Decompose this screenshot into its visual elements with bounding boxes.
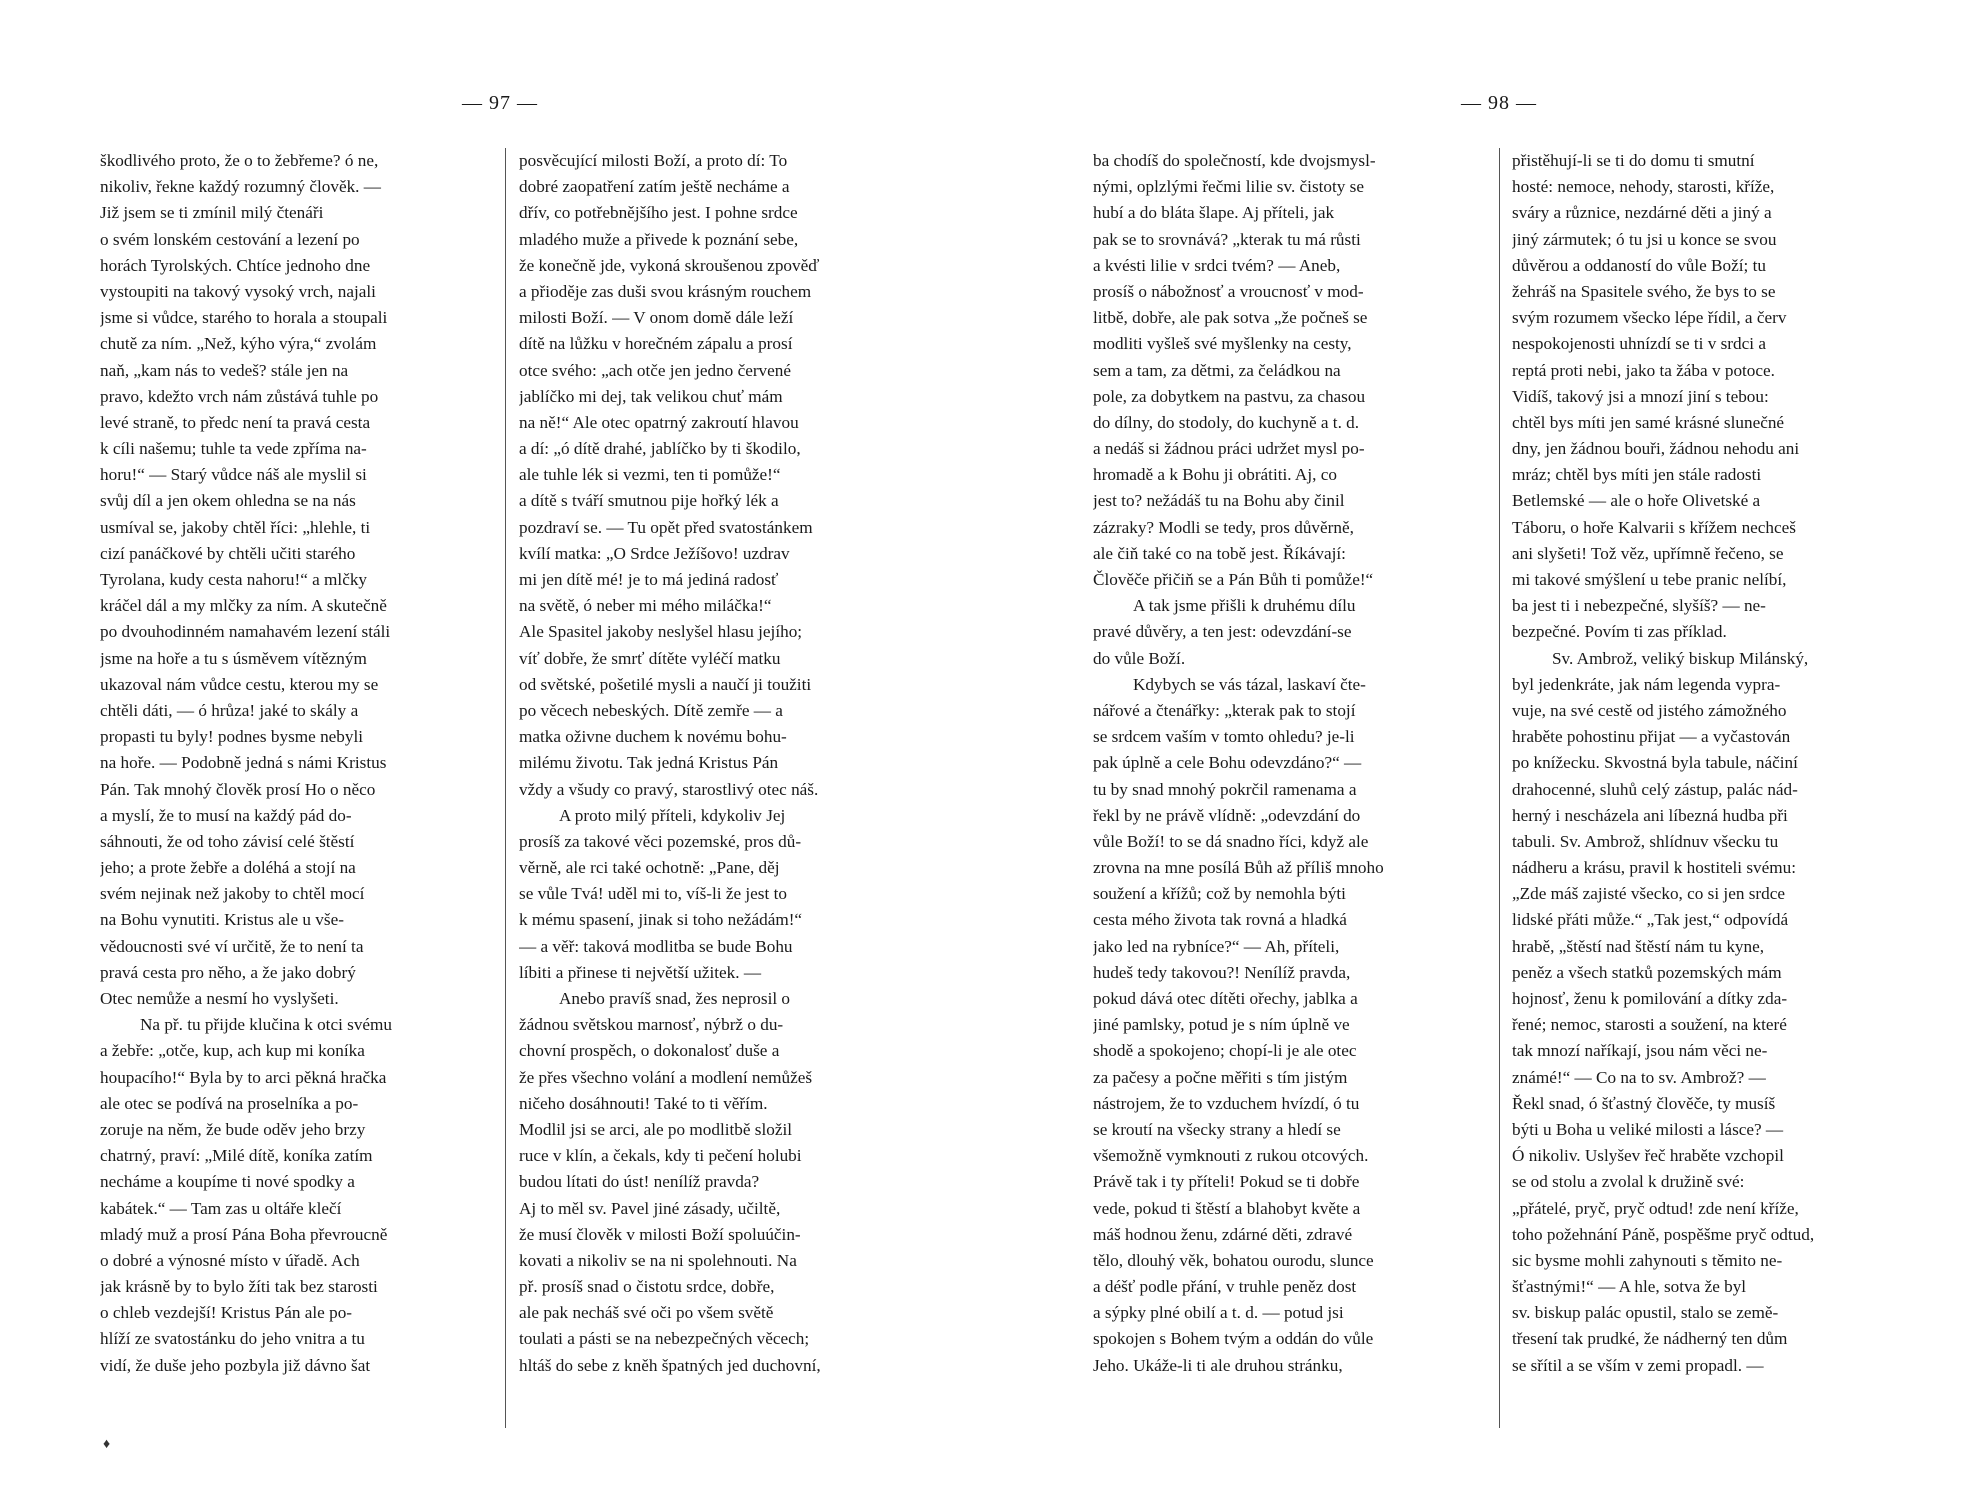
text-line: hlíží ze svatostánku do jeho vnitra a tu bbox=[100, 1329, 365, 1349]
text-line: Kdybych se vás tázal, laskaví čte- bbox=[1133, 674, 1366, 694]
text-line: drahocenné, sluhů celý zástup, palác nád- bbox=[1512, 779, 1798, 799]
text-line: „Zde máš zajisté všecko, co si jen srdce bbox=[1512, 884, 1785, 904]
text-line: zrovna na mne posílá Bůh až příliš mnoho bbox=[1093, 858, 1384, 878]
text-line: jeho; a prote žebře a doléhá a stojí na bbox=[100, 858, 356, 878]
text-line: na hoře. — Podobně jedná s námi Kristus bbox=[100, 753, 387, 773]
text-line: ale pak necháš své oči po všem světě bbox=[519, 1303, 774, 1323]
text-line: a dí: „ó dítě drahé, jablíčko by ti škodilo, bbox=[519, 439, 801, 459]
text-line: hosté: nemoce, nehody, starosti, kříže, bbox=[1512, 177, 1775, 197]
text-line: ruce v klín, a čekals, kdy ti pečení holubi bbox=[519, 1146, 802, 1166]
text-line: na Bohu vynutiti. Kristus ale u vše- bbox=[100, 910, 344, 930]
page-number-left: — 97 — bbox=[462, 92, 538, 114]
text-line: a sýpky plné obilí a t. d. — potud jsi bbox=[1093, 1303, 1344, 1323]
text-line: do vůle Boží. bbox=[1093, 648, 1186, 668]
text-line: ale tuhle lék si vezmi, ten ti pomůže!“ bbox=[519, 465, 781, 485]
text-line: levé straně, to předc není ta pravá cesta bbox=[100, 412, 371, 432]
text-line: propasti tu byly! podnes bysme nebyli bbox=[100, 727, 364, 747]
text-line: hubí a do bláta šlape. Aj příteli, jak bbox=[1093, 203, 1335, 223]
text-line: nářové a čtenářky: „kterak pak to stojí bbox=[1093, 700, 1356, 720]
text-line: šťastnými!“ — A hle, sotva že byl bbox=[1512, 1277, 1747, 1297]
text-line: cizí panáčkové by chtěli učiti starého bbox=[100, 543, 356, 563]
text-line: Vidíš, takový jsi a mnozí jiní s tebou: bbox=[1512, 386, 1769, 406]
text-line: věrně, ale rci také ochotně: „Pane, děj bbox=[519, 858, 780, 878]
text-line: jiný zármutek; ó tu jsi u konce se svou bbox=[1512, 229, 1777, 249]
text-line: milosti Boží. — V onom domě dále leží bbox=[519, 308, 794, 328]
text-line: Aj to měl sv. Pavel jiné zásady, učiltě, bbox=[519, 1198, 781, 1218]
text-line: jsme na hoře a tu s úsměvem vítězným bbox=[100, 648, 367, 668]
text-line: a dítě s tváří smutnou pije hořký lék a bbox=[519, 491, 779, 511]
text-line: byl jedenkráte, jak nám legenda vypra- bbox=[1512, 674, 1781, 694]
text-line: se sřítil a se vším v zemi propadl. — bbox=[1512, 1355, 1764, 1375]
text-line: na ně!“ Ale otec opatrný zakroutí hlavou bbox=[519, 412, 799, 432]
text-line: toho požehnání Páně, pospěšme pryč odtud, bbox=[1512, 1224, 1815, 1244]
text-line: tabuli. Sv. Ambrož, shlídnuv všecku tu bbox=[1512, 831, 1779, 851]
text-line: svůj díl a jen okem ohledna se na nás bbox=[100, 491, 356, 511]
text-line: sic bysme mohli zahynouti s těmito ne- bbox=[1512, 1250, 1783, 1270]
text-line: Tyrolana, kudy cesta nahoru!“ a mlčky bbox=[100, 570, 368, 589]
text-line: líbiti a přinese ti největší užitek. — bbox=[519, 962, 762, 982]
text-line: se vůle Tvá! uděl mi to, víš-li že jest to bbox=[519, 884, 787, 904]
text-line: k cíli našemu; tuhle ta vede zpříma na- bbox=[100, 439, 367, 459]
text-line: modliti vyšleš své myšlenky na cesty, bbox=[1093, 334, 1352, 354]
text-line: matka oživne duchem k novému bohu- bbox=[519, 727, 787, 747]
text-line: všemožně vymknouti z rukou otcových. bbox=[1093, 1146, 1369, 1166]
text-line: př. prosíš snad o čistotu srdce, dobře, bbox=[519, 1277, 775, 1297]
text-line: ani slyšeti! Tož věz, upřímně řečeno, se bbox=[1512, 543, 1784, 563]
text-line: kvílí matka: „O Srdce Ježíšovo! uzdrav bbox=[519, 543, 790, 563]
text-line: a kvésti lilie v srdci tvém? — Aneb, bbox=[1093, 255, 1341, 275]
text-line: od světské, pošetilé mysli a naučí ji toužiti bbox=[519, 674, 812, 694]
text-line: kovati a nikoliv se na ni spolehnouti. Na bbox=[519, 1250, 797, 1270]
text-line: na světě, ó neber mi mého miláčka!“ bbox=[519, 596, 772, 616]
text-line: jak krásně by to bylo žíti tak bez starosti bbox=[100, 1277, 378, 1297]
text-line: Právě tak i ty příteli! Pokud se ti dobře bbox=[1093, 1172, 1360, 1192]
text-line: Ale Spasitel jakoby neslyšel hlasu jejího; bbox=[519, 622, 803, 642]
text-line: pravo, kdežto vrch nám zůstává tuhle po bbox=[100, 386, 379, 406]
text-line: řené; nemoc, starosti a soužení, na které bbox=[1512, 1015, 1787, 1035]
text-line: ale otec se podívá na proselníka a po- bbox=[100, 1093, 359, 1113]
left-page-column-2 bbox=[519, 148, 911, 1379]
text-line: pokud dává otec dítěti ořechy, jablka a bbox=[1093, 989, 1358, 1008]
text-line: jsme si vůdce, starého to horala a stoupali bbox=[100, 308, 388, 328]
text-line: prosíš za takové věci pozemské, pros dů- bbox=[519, 831, 802, 851]
text-line: se srdcem vaším v tomto ohledu? je-li bbox=[1093, 727, 1355, 747]
text-line: zoruje na něm, že bude oděv jeho brzy bbox=[100, 1119, 366, 1139]
text-line: usmíval se, jakoby chtěl říci: „hlehle, ti bbox=[100, 517, 371, 537]
text-line: hromadě a k Bohu ji obrátiti. Aj, co bbox=[1093, 465, 1337, 485]
text-line: do dílny, do stodoly, do kuchyně a t. d. bbox=[1093, 412, 1360, 432]
text-line: vystoupiti na takový vysoký vrch, najali bbox=[100, 281, 376, 301]
text-line: „přátelé, pryč, pryč odtud! zde není kříže, bbox=[1512, 1198, 1799, 1218]
text-line: že přes všechno volání a modlení nemůžeš bbox=[519, 1067, 813, 1087]
text-line: nikoliv, řekne každý rozumný člověk. — bbox=[100, 177, 381, 197]
text-line: k mému spasení, jinak si toho nežádám!“ bbox=[519, 910, 803, 930]
text-line: nými, oplzlými řečmi lilie sv. čistoty se bbox=[1093, 177, 1364, 197]
text-line: hrabě, „štěstí nad štěstí nám tu kyne, bbox=[1512, 936, 1765, 956]
text-line: bezpečné. Povím ti zas příklad. bbox=[1512, 622, 1727, 642]
text-line: přistěhují-li se ti do domu ti smutní bbox=[1512, 151, 1755, 170]
text-line: sáhnouti, že od toho závisí celé štěstí bbox=[100, 831, 355, 851]
text-line: litbě, dobře, ale pak sotva „že počneš se bbox=[1093, 308, 1368, 328]
text-line: cesta mého života tak rovná a hladká bbox=[1093, 910, 1347, 930]
text-line: vždy a všudy co pravý, starostlivý otec náš. bbox=[519, 779, 819, 799]
text-line: ba jest ti i nebezpečné, slyšíš? — ne- bbox=[1512, 596, 1766, 616]
text-line: horu!“ — Starý vůdce náš ale myslil si bbox=[100, 465, 367, 485]
text-line: o chleb vezdejší! Kristus Pán ale po- bbox=[100, 1303, 353, 1323]
text-line: soužení a křížů; což by nemohla býti bbox=[1093, 884, 1346, 904]
text-line: prosíš o nábožnosť a vroucnosť v mod- bbox=[1093, 281, 1364, 301]
text-line: tu by snad mnohý pokrčil ramenama a bbox=[1093, 779, 1357, 799]
text-line: Otec nemůže a nesmí ho vyslyšeti. bbox=[100, 989, 339, 1008]
text-line: hraběte pohostinu přijat — a vyčastován bbox=[1512, 727, 1791, 747]
text-line: o dobré a výnosné místo v úřadě. Ach bbox=[100, 1250, 360, 1270]
text-line: chatrný, praví: „Milé dítě, koníka zatím bbox=[100, 1146, 373, 1166]
text-line: po věcech nebeských. Dítě zemře — a bbox=[519, 700, 783, 720]
text-line: pravá cesta pro něho, a že jako dobrý bbox=[100, 962, 356, 982]
text-line: necháme a koupíme ti nové spodky a bbox=[100, 1172, 355, 1192]
text-line: chtěl bys míti jen samé krásné slunečné bbox=[1512, 412, 1785, 432]
right-page-column-4 bbox=[1512, 148, 1904, 1379]
text-line: kabátek.“ — Tam zas u oltáře klečí bbox=[100, 1198, 342, 1218]
text-line: vědoucnosti své ví určitě, že to není ta bbox=[100, 936, 364, 956]
text-line: hltáš do sebe z kněh špatných jed duchovní, bbox=[519, 1355, 821, 1375]
text-line: Jeho. Ukáže-li ti ale druhou stránku, bbox=[1093, 1355, 1343, 1375]
text-line: žehráš na Spasitele svého, že bys to se bbox=[1512, 281, 1776, 301]
text-line: houpacího!“ Byla by to arci pěkná hračka bbox=[100, 1067, 387, 1087]
text-line: jablíčko mi dej, tak velikou chuť mám bbox=[519, 386, 783, 406]
text-line: lidské přáti může.“ „Tak jest,“ odpovídá bbox=[1512, 910, 1789, 930]
right-page-column-3 bbox=[1093, 148, 1485, 1379]
text-line: ničeho dosáhnouti! Také to ti věřím. bbox=[519, 1093, 768, 1113]
text-line: a přioděje zas duši svou krásným rouchem bbox=[519, 281, 812, 301]
text-line: škodlivého proto, že o to žebřeme? ó ne, bbox=[100, 151, 379, 170]
text-line: za pačesy a počne měřiti s tím jistým bbox=[1093, 1067, 1348, 1087]
text-line: známé!“ — Co na to sv. Ambrož? — bbox=[1512, 1067, 1766, 1087]
text-line: Modlil jsi se arci, ale po modlitbě složil bbox=[519, 1119, 793, 1139]
text-line: víť dobře, že smrť dítěte vyléčí matku bbox=[519, 648, 781, 668]
text-line: tak mnozí naříkají, jsou nám věci ne- bbox=[1512, 1041, 1768, 1061]
text-line: Řekl snad, ó šťastný člověče, ty musíš bbox=[1512, 1093, 1776, 1113]
text-line: že konečně jde, vykoná skroušenou zpověď bbox=[519, 255, 820, 275]
text-line: žádnou světskou marnosť, nýbrž o du- bbox=[519, 1015, 784, 1035]
text-line: býti u Boha u veliké milosti a lásce? — bbox=[1512, 1119, 1784, 1139]
text-line: Člověče přičiň se a Pán Bůh ti pomůže!“ bbox=[1093, 570, 1374, 589]
text-line: a déšť podle přání, v truhle peněz dost bbox=[1093, 1277, 1357, 1297]
text-line: milému životu. Tak jedná Kristus Pán bbox=[519, 753, 779, 773]
text-line: a nedáš si žádnou práci udržet mysl po- bbox=[1093, 439, 1365, 459]
text-line: pak úplně a cele Bohu odevzdáno?“ — bbox=[1093, 753, 1362, 773]
text-line: reptá proti nebi, jako ta žába v potoce. bbox=[1512, 360, 1775, 380]
text-line: a myslí, že to musí na každý pád do- bbox=[100, 805, 352, 825]
text-line: A proto milý příteli, kdykoliv Jej bbox=[559, 805, 786, 825]
text-line: po dvouhodinném namahavém lezení stáli bbox=[100, 622, 391, 642]
text-line: vede, pokud ti štěstí a blahobyt květe a bbox=[1093, 1198, 1361, 1218]
text-line: ba chodíš do společností, kde dvojsmysl- bbox=[1093, 151, 1376, 170]
text-line: Táboru, o hoře Kalvarii s křížem nechceš bbox=[1512, 517, 1796, 537]
text-line: že musí člověk v milosti Boží spoluúčin- bbox=[519, 1224, 801, 1244]
text-line: tělo, dlouhý věk, bohatou ourodu, slunce bbox=[1093, 1250, 1374, 1270]
text-line: hudeš tedy takovou?! Nenílíž pravda, bbox=[1093, 962, 1351, 982]
ink-speck: ♦ bbox=[103, 1437, 111, 1452]
text-line: vidí, že duše jeho pozbyla již dávno šat bbox=[100, 1355, 371, 1375]
text-line: důvěrou a oddaností do vůle Boží; tu bbox=[1512, 255, 1766, 275]
text-line: svým rozumem všecko lépe řídil, a červ bbox=[1512, 308, 1787, 328]
text-line: Již jsem se ti zmínil milý čtenáři bbox=[100, 203, 324, 223]
text-line: pravé důvěry, a ten jest: odevzdání-se bbox=[1093, 622, 1352, 642]
text-line: horách Tyrolských. Chtíce jednoho dne bbox=[100, 255, 371, 275]
text-line: dobré zaopatření zatím ještě necháme a bbox=[519, 177, 790, 197]
text-line: jiné pamlsky, potud je s ním úplně ve bbox=[1093, 1015, 1350, 1035]
text-line: Sv. Ambrož, veliký biskup Milánský, bbox=[1552, 648, 1809, 668]
text-line: Betlemské — ale o hoře Olivetské a bbox=[1512, 491, 1761, 511]
text-line: a žebře: „otče, kup, ach kup mi koníka bbox=[100, 1041, 365, 1061]
column-divider-right bbox=[1499, 148, 1500, 1428]
text-line: jako led na rybníce?“ — Ah, příteli, bbox=[1093, 936, 1340, 956]
text-line: o svém lonském cestování a lezení po bbox=[100, 229, 360, 249]
text-line: nádheru a krásu, pravil k hostiteli svému: bbox=[1512, 858, 1797, 878]
text-line: chtěli dáti, — ó hrůza! jaké to skály a bbox=[100, 700, 359, 720]
text-line: chovní prospěch, o dokonalosť duše a bbox=[519, 1041, 780, 1061]
text-line: sváry a různice, nezdárné děti a jiný a bbox=[1512, 203, 1772, 223]
text-line: dřív, co potřebnějšího jest. I pohne srdce bbox=[519, 203, 798, 223]
text-line: se od stolu a zvolal k družině své: bbox=[1512, 1172, 1745, 1192]
text-line: mladého muže a přivede k poznání sebe, bbox=[519, 229, 799, 249]
text-line: mráz; chtěl bys míti jen stále radosti bbox=[1512, 465, 1762, 485]
text-line: třesení tak prudké, že nádherný ten dům bbox=[1512, 1329, 1788, 1349]
text-line: zázraky? Modli se tedy, pros důvěrně, bbox=[1093, 517, 1354, 537]
text-line: pozdraví se. — Tu opět před svatostánkem bbox=[519, 517, 813, 537]
text-line: mladý muž a prosí Pána Boha převroucně bbox=[100, 1224, 388, 1244]
text-line: peněz a všech statků pozemských mám bbox=[1512, 962, 1782, 982]
text-line: Pán. Tak mnohý člověk prosí Ho o něco bbox=[100, 779, 376, 799]
left-page-column-1 bbox=[100, 148, 492, 1379]
text-line: ale čiň také co na tobě jest. Říkávají: bbox=[1093, 543, 1346, 563]
text-line: — a věř: taková modlitba se bude Bohu bbox=[519, 936, 793, 956]
text-line: nástrojem, že to vzduchem hvízdí, ó tu bbox=[1093, 1093, 1360, 1113]
text-line: hojnosť, ženu k pomilování a dítky zda- bbox=[1512, 989, 1788, 1008]
text-line: sv. biskup palác opustil, stalo se země- bbox=[1512, 1303, 1779, 1323]
text-line: spokojen s Bohem tvým a oddán do vůle bbox=[1093, 1329, 1374, 1349]
text-line: jest to? nežádáš tu na Bohu aby činil bbox=[1093, 491, 1345, 511]
page-number-right: — 98 — bbox=[1461, 92, 1537, 114]
text-line: posvěcující milosti Boží, a proto dí: To bbox=[519, 151, 788, 170]
text-line: vůle Boží! to se dá snadno říci, když ale bbox=[1093, 831, 1369, 851]
right-page bbox=[991, 0, 1982, 1501]
text-line: po knížecku. Skvostná byla tabule, náčiní bbox=[1512, 753, 1798, 773]
text-line: Na př. tu přijde klučina k otci svému bbox=[140, 1015, 393, 1035]
text-line: mi jen dítě mé! je to má jediná radosť bbox=[519, 570, 779, 589]
text-line: Anebo pravíš snad, žes neprosil o bbox=[559, 989, 791, 1008]
text-line: vuje, na své cestě od jistého zámožného bbox=[1512, 700, 1787, 720]
text-line: máš hodnou ženu, zdárné děti, zdravé bbox=[1093, 1224, 1353, 1244]
text-line: budou lítati do úst! nenílíž pravda? bbox=[519, 1172, 760, 1192]
column-divider-left bbox=[505, 148, 506, 1428]
text-line: A tak jsme přišli k druhému dílu bbox=[1133, 596, 1356, 616]
text-line: naň, „kam nás to vedeš? stále jen na bbox=[100, 360, 349, 380]
text-line: kráčel dál a my mlčky za ním. A skutečně bbox=[100, 596, 387, 616]
text-line: nespokojenosti uhnízdí se ti v srdci a bbox=[1512, 334, 1766, 354]
text-line: řekl by ne právě vlídně: „odevzdání do bbox=[1093, 805, 1361, 825]
text-line: mi takové smýšlení u tebe pranic nelíbí, bbox=[1512, 570, 1787, 589]
text-line: ukazoval nám vůdce cestu, kterou my se bbox=[100, 674, 379, 694]
text-line: herný i nescházela ani líbezná hudba při bbox=[1512, 805, 1788, 825]
text-line: dítě na lůžku v horečném zápalu a prosí bbox=[519, 334, 793, 354]
text-line: Ó nikoliv. Uslyšev řeč hraběte vzchopil bbox=[1512, 1146, 1784, 1166]
text-line: shodě a spokojeno; chopí-li je ale otec bbox=[1093, 1041, 1357, 1061]
text-line: otce svého: „ach otče jen jedno červené bbox=[519, 360, 791, 380]
text-line: dny, jen žádnou bouři, žádnou nehodu ani bbox=[1512, 439, 1800, 459]
text-line: sem a tam, za dětmi, za čeládkou na bbox=[1093, 360, 1341, 380]
text-line: toulati a pásti se na nebezpečných věcech; bbox=[519, 1329, 810, 1349]
text-line: pole, za dobytkem na pastvu, za chasou bbox=[1093, 386, 1366, 406]
text-line: chutě za ním. „Než, kýho výra,“ zvolám bbox=[100, 334, 377, 354]
text-line: se kroutí na všecky strany a hledí se bbox=[1093, 1119, 1341, 1139]
text-line: pak se to srovnává? „kterak tu má růsti bbox=[1093, 229, 1361, 249]
text-line: svém nejinak než jakoby to chtěl mocí bbox=[100, 884, 365, 904]
